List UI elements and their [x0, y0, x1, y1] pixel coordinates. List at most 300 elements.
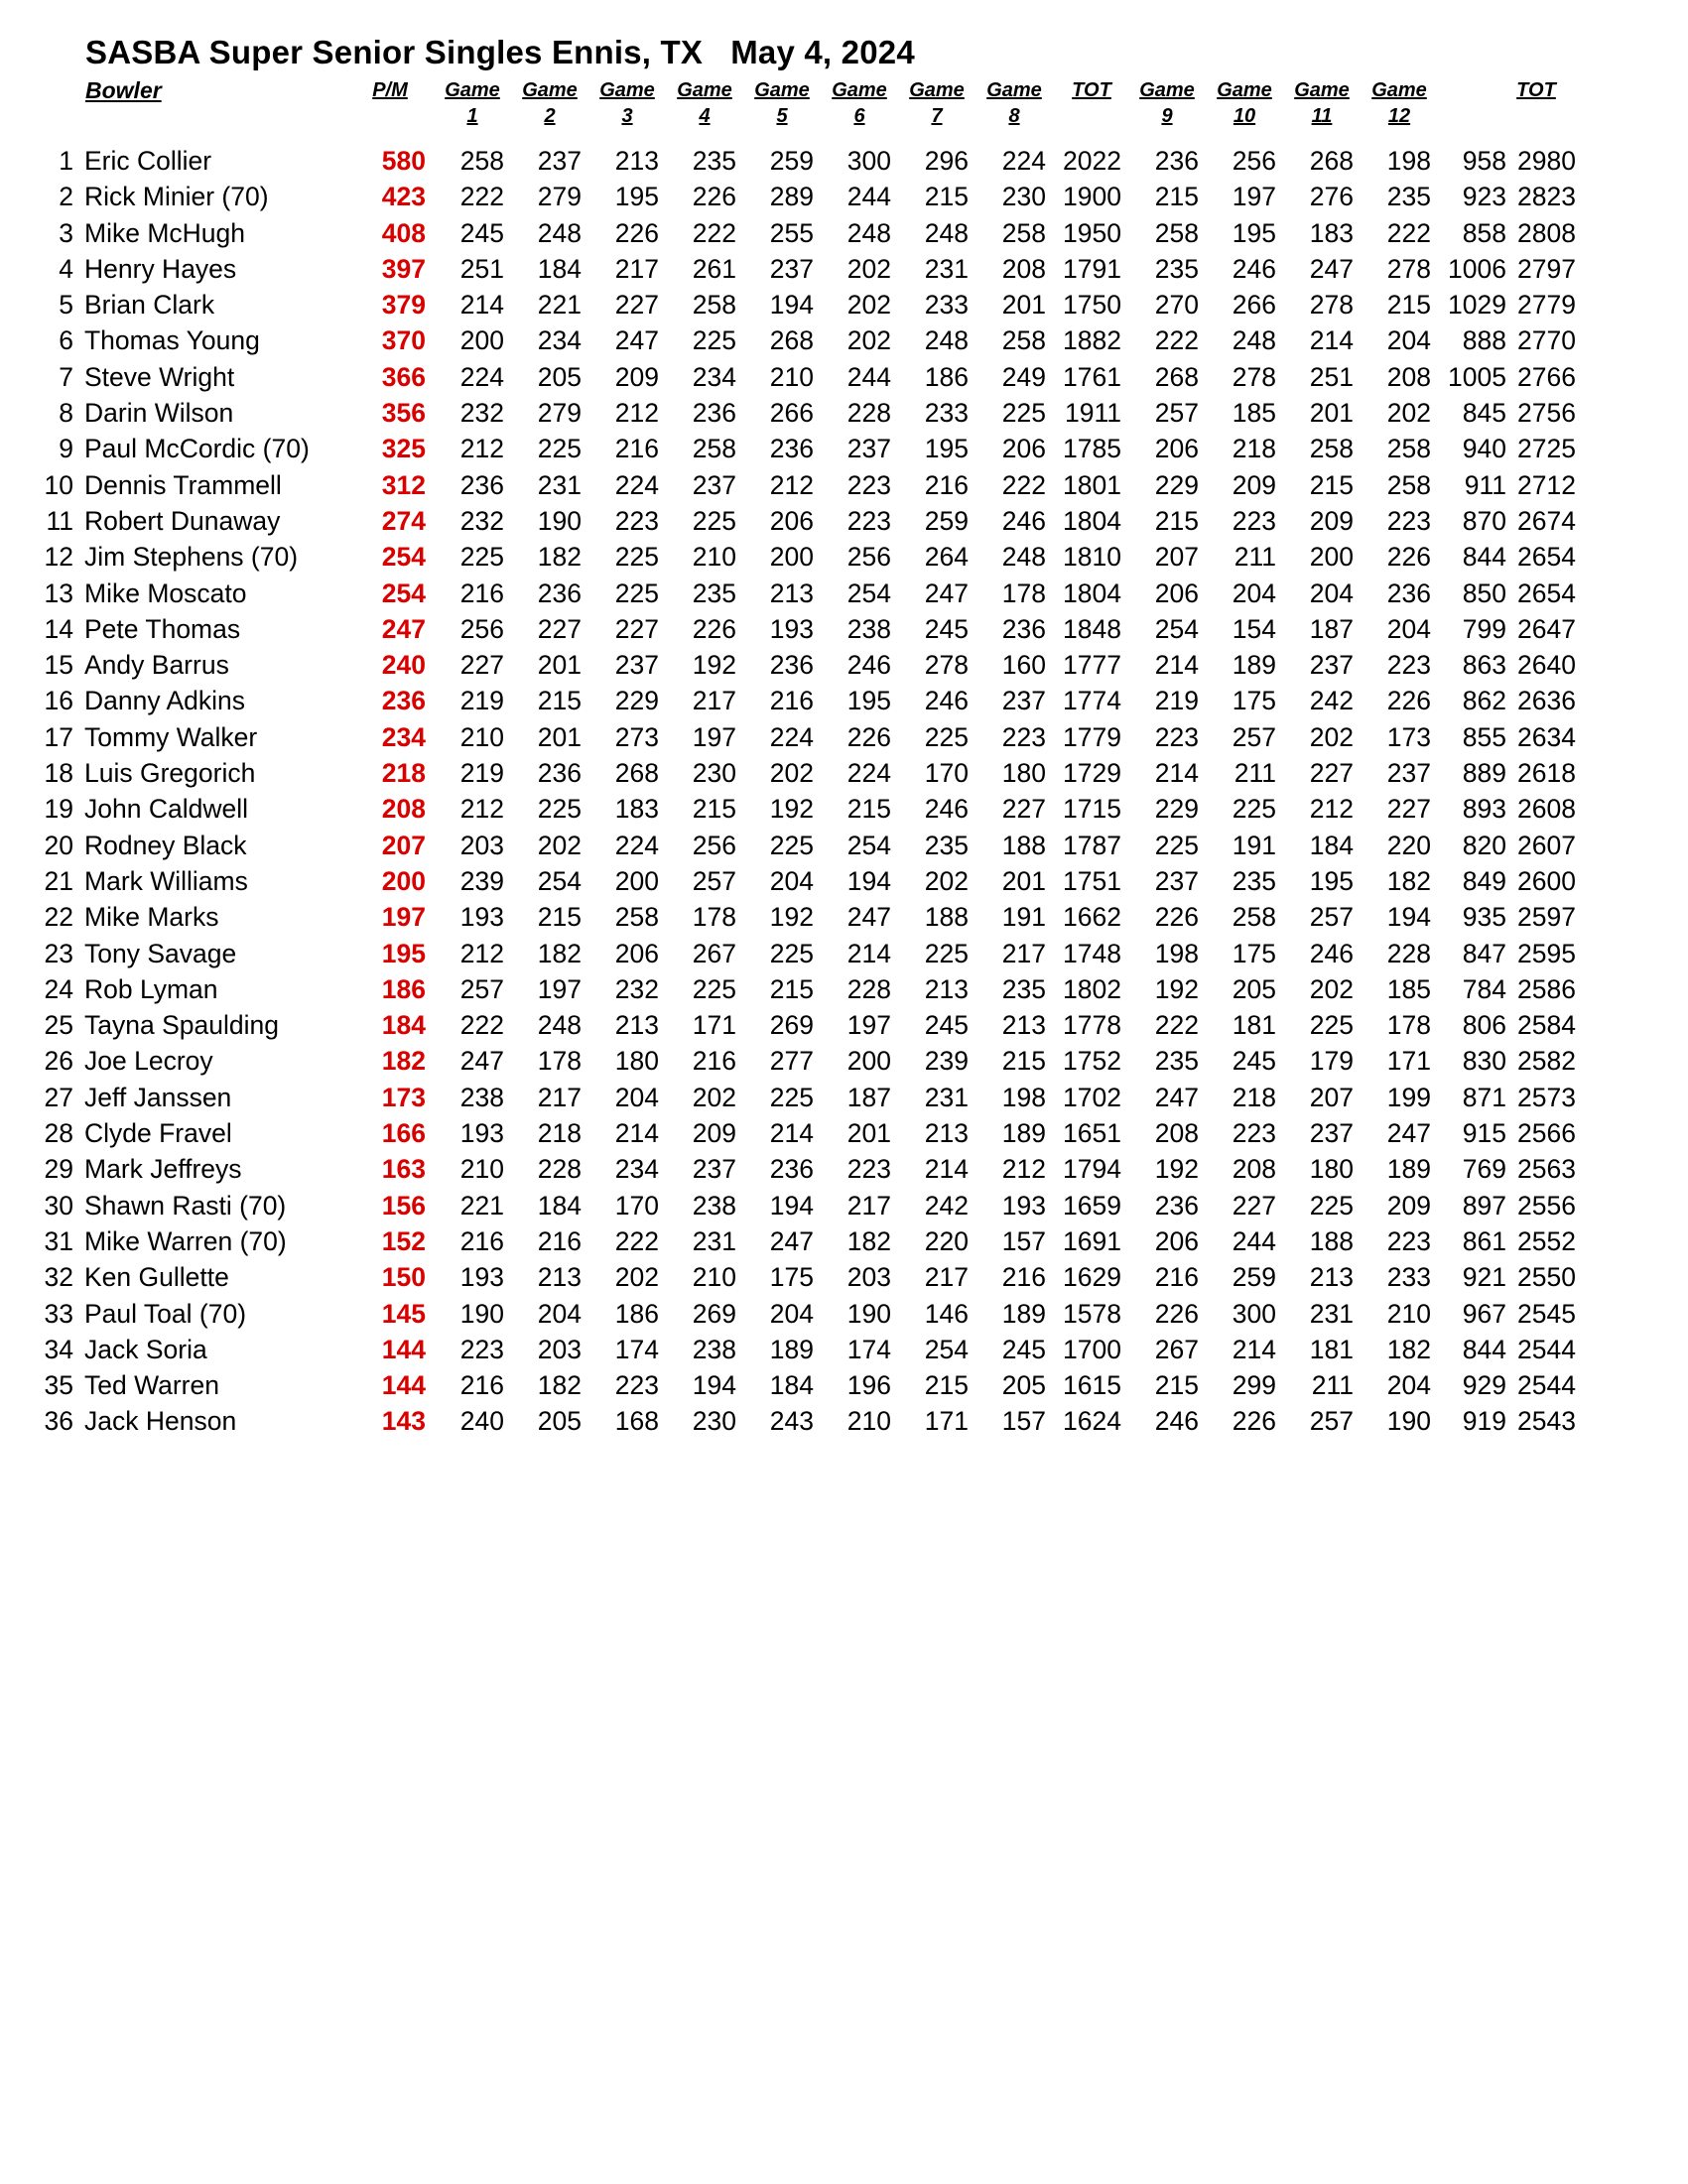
table-row [0, 1007, 1688, 1043]
game-10-score: 214 [1232, 1334, 1276, 1364]
game-8-score: 236 [1001, 613, 1046, 644]
game-4-score: 235 [692, 578, 736, 608]
header-game-2-number: 2 [544, 105, 556, 127]
header-game-2-label: Game [522, 79, 578, 101]
pm-cell: 254 [381, 542, 426, 573]
game-11-score: 180 [1309, 1154, 1354, 1185]
game-10-score: 266 [1232, 290, 1276, 321]
game-8-score: 189 [1001, 1118, 1046, 1149]
game-8-score: 193 [1001, 1190, 1046, 1220]
game-8-score: 201 [1001, 290, 1046, 321]
game-10-score: 246 [1232, 253, 1276, 284]
game-4-score: 217 [692, 686, 736, 716]
tot-4-games: 855 [1462, 721, 1506, 752]
bowler-name: Danny Adkins [84, 686, 246, 716]
tot-8-games: 1624 [1063, 1406, 1121, 1437]
game-3-score: 214 [614, 1118, 659, 1149]
game-4-score: 226 [692, 182, 736, 212]
game-4-score: 197 [692, 721, 736, 752]
pm-cell: 254 [381, 578, 426, 608]
game-8-score: 189 [1001, 1298, 1046, 1329]
game-1-score: 245 [459, 217, 504, 248]
game-10-score: 245 [1232, 1046, 1276, 1077]
game-6-score: 228 [846, 398, 891, 429]
game-10-score: 185 [1232, 398, 1276, 429]
table-row [0, 359, 1688, 395]
rank-cell: 3 [59, 217, 73, 248]
header-game-5-number: 5 [776, 105, 788, 127]
game-10-score: 226 [1232, 1406, 1276, 1437]
tot-8-games: 1777 [1063, 650, 1121, 681]
header-game-6-number: 6 [853, 105, 865, 127]
rank-cell: 32 [44, 1262, 73, 1293]
game-5-score: 243 [769, 1406, 814, 1437]
game-12-score: 247 [1386, 1118, 1431, 1149]
table-row [0, 863, 1688, 899]
game-5-score: 225 [769, 938, 814, 968]
game-5-score: 225 [769, 830, 814, 860]
game-4-score: 178 [692, 902, 736, 933]
game-7-score: 233 [924, 398, 969, 429]
game-9-score: 235 [1154, 253, 1199, 284]
game-12-score: 236 [1386, 578, 1431, 608]
game-1-score: 193 [459, 1118, 504, 1149]
game-2-score: 190 [537, 505, 582, 536]
tot-8-games: 1900 [1063, 182, 1121, 212]
game-12-score: 210 [1386, 1298, 1431, 1329]
game-12-score: 227 [1386, 794, 1431, 825]
game-12-score: 185 [1386, 973, 1431, 1004]
game-11-score: 237 [1309, 1118, 1354, 1149]
game-1-score: 247 [459, 1046, 504, 1077]
grand-total: 2566 [1517, 1118, 1576, 1149]
grand-total: 2607 [1517, 830, 1576, 860]
game-4-score: 216 [692, 1046, 736, 1077]
game-5-score: 259 [769, 146, 814, 176]
game-10-score: 278 [1232, 361, 1276, 392]
game-6-score: 244 [846, 182, 891, 212]
pm-cell: 186 [381, 973, 426, 1004]
rank-cell: 29 [44, 1154, 73, 1185]
bowler-name: Ken Gullette [84, 1262, 229, 1293]
game-10-score: 256 [1232, 146, 1276, 176]
tot-4-games: 923 [1462, 182, 1506, 212]
rank-cell: 31 [44, 1225, 73, 1256]
game-7-score: 225 [924, 938, 969, 968]
game-2-score: 205 [537, 1406, 582, 1437]
pm-cell: 236 [381, 686, 426, 716]
tot-4-games: 820 [1462, 830, 1506, 860]
rank-cell: 13 [44, 578, 73, 608]
game-10-score: 181 [1232, 1010, 1276, 1041]
game-4-score: 194 [692, 1370, 736, 1401]
header-game-3 [587, 77, 667, 129]
game-7-score: 245 [924, 613, 969, 644]
game-10-score: 208 [1232, 1154, 1276, 1185]
game-7-score: 146 [924, 1298, 969, 1329]
game-7-score: 247 [924, 578, 969, 608]
pm-cell: 197 [381, 902, 426, 933]
game-3-score: 224 [614, 830, 659, 860]
game-5-score: 237 [769, 253, 814, 284]
game-7-score: 278 [924, 650, 969, 681]
game-5-score: 184 [769, 1370, 814, 1401]
game-7-score: 239 [924, 1046, 969, 1077]
header-game-3-label: Game [599, 79, 655, 101]
rank-cell: 8 [59, 398, 73, 429]
game-2-score: 225 [537, 794, 582, 825]
tot-4-games: 919 [1462, 1406, 1506, 1437]
table-row [0, 1151, 1688, 1187]
game-6-score: 223 [846, 1154, 891, 1185]
game-1-score: 232 [459, 398, 504, 429]
tot-4-games: 915 [1462, 1118, 1506, 1149]
game-12-score: 215 [1386, 290, 1431, 321]
game-2-score: 213 [537, 1262, 582, 1293]
header-game-1-number: 1 [466, 105, 478, 127]
header-game-10-label: Game [1217, 79, 1272, 101]
game-10-score: 218 [1232, 434, 1276, 464]
grand-total: 2770 [1517, 325, 1576, 356]
tot-4-games: 861 [1462, 1225, 1506, 1256]
table-row [0, 971, 1688, 1007]
game-1-score: 221 [459, 1190, 504, 1220]
game-7-score: 235 [924, 830, 969, 860]
game-9-score: 254 [1154, 613, 1199, 644]
game-6-score: 238 [846, 613, 891, 644]
tot-8-games: 1787 [1063, 830, 1121, 860]
header-game-9-number: 9 [1161, 105, 1173, 127]
grand-total: 2543 [1517, 1406, 1576, 1437]
game-10-score: 259 [1232, 1262, 1276, 1293]
game-8-score: 246 [1001, 505, 1046, 536]
game-5-score: 236 [769, 434, 814, 464]
game-1-score: 190 [459, 1298, 504, 1329]
rank-cell: 36 [44, 1406, 73, 1437]
tot-4-games: 845 [1462, 398, 1506, 429]
table-row [0, 791, 1688, 827]
grand-total: 2618 [1517, 758, 1576, 789]
bowler-name: Pete Thomas [84, 613, 241, 644]
game-10-score: 195 [1232, 217, 1276, 248]
bowler-name: Mike Warren (70) [84, 1225, 287, 1256]
header-game-5 [742, 77, 822, 129]
header-game-6 [820, 77, 899, 129]
pm-cell: 208 [381, 794, 426, 825]
game-9-score: 237 [1154, 865, 1199, 896]
game-5-score: 204 [769, 865, 814, 896]
game-11-score: 247 [1309, 253, 1354, 284]
game-1-score: 219 [459, 758, 504, 789]
grand-total: 2550 [1517, 1262, 1576, 1293]
game-5-score: 175 [769, 1262, 814, 1293]
table-row [0, 1188, 1688, 1223]
bowler-name: Rodney Black [84, 830, 247, 860]
pm-cell: 580 [381, 146, 426, 176]
tot-4-games: 935 [1462, 902, 1506, 933]
game-9-score: 206 [1154, 434, 1199, 464]
tot-4-games: 1005 [1448, 361, 1506, 392]
game-10-score: 191 [1232, 830, 1276, 860]
game-7-score: 215 [924, 1370, 969, 1401]
game-6-score: 203 [846, 1262, 891, 1293]
game-7-score: 188 [924, 902, 969, 933]
game-11-score: 258 [1309, 434, 1354, 464]
game-7-score: 254 [924, 1334, 969, 1364]
game-10-score: 175 [1232, 938, 1276, 968]
game-1-score: 251 [459, 253, 504, 284]
table-row [0, 719, 1688, 755]
tot-4-games: 806 [1462, 1010, 1506, 1041]
header-game-12 [1360, 77, 1439, 129]
game-8-score: 258 [1001, 325, 1046, 356]
tot-8-games: 1691 [1063, 1225, 1121, 1256]
rank-cell: 19 [44, 794, 73, 825]
game-8-score: 160 [1001, 650, 1046, 681]
game-5-score: 194 [769, 1190, 814, 1220]
game-7-score: 217 [924, 1262, 969, 1293]
grand-total: 2980 [1517, 146, 1576, 176]
game-7-score: 233 [924, 290, 969, 321]
page-title: SASBA Super Senior Singles Ennis, TX May 4, 2024 [85, 34, 915, 70]
game-3-score: 222 [614, 1225, 659, 1256]
game-9-score: 257 [1154, 398, 1199, 429]
game-1-score: 223 [459, 1334, 504, 1364]
game-6-score: 223 [846, 505, 891, 536]
game-6-score: 223 [846, 469, 891, 500]
game-12-score: 223 [1386, 1225, 1431, 1256]
game-7-score: 248 [924, 217, 969, 248]
game-7-score: 186 [924, 361, 969, 392]
game-2-score: 182 [537, 1370, 582, 1401]
table-row [0, 287, 1688, 322]
header-pm [350, 77, 430, 103]
pm-cell: 182 [381, 1046, 426, 1077]
game-8-score: 188 [1001, 830, 1046, 860]
game-6-score: 226 [846, 721, 891, 752]
game-12-score: 204 [1386, 325, 1431, 356]
game-2-score: 248 [537, 1010, 582, 1041]
tot-4-games: 967 [1462, 1298, 1506, 1329]
game-8-score: 258 [1001, 217, 1046, 248]
tot-8-games: 1751 [1063, 865, 1121, 896]
game-3-score: 206 [614, 938, 659, 968]
grand-total: 2600 [1517, 865, 1576, 896]
game-7-score: 202 [924, 865, 969, 896]
bowler-name: Luis Gregorich [84, 758, 256, 789]
pm-cell: 200 [381, 865, 426, 896]
game-8-score: 223 [1001, 721, 1046, 752]
tot-4-games: 799 [1462, 613, 1506, 644]
table-row [0, 576, 1688, 611]
grand-total: 2544 [1517, 1334, 1576, 1364]
game-9-score: 229 [1154, 794, 1199, 825]
grand-total: 2808 [1517, 217, 1576, 248]
grand-total: 2725 [1517, 434, 1576, 464]
bowler-name: Jeff Janssen [84, 1082, 232, 1112]
game-10-score: 211 [1234, 758, 1276, 789]
tot-4-games: 940 [1462, 434, 1506, 464]
game-5-score: 202 [769, 758, 814, 789]
tot-4-games: 1029 [1448, 290, 1506, 321]
pm-cell: 240 [381, 650, 426, 681]
game-4-score: 238 [692, 1190, 736, 1220]
tot-8-games: 1801 [1063, 469, 1121, 500]
tot-4-games: 844 [1462, 1334, 1506, 1364]
tot-4-games: 850 [1462, 578, 1506, 608]
game-10-score: 299 [1232, 1370, 1276, 1401]
tot-8-games: 1848 [1063, 613, 1121, 644]
game-6-score: 247 [846, 902, 891, 933]
pm-cell: 274 [381, 505, 426, 536]
bowler-name: Mike Marks [84, 902, 219, 933]
game-5-score: 210 [769, 361, 814, 392]
game-8-score: 178 [1001, 578, 1046, 608]
header-tot-1 [1052, 77, 1131, 103]
header-game-7-number: 7 [931, 105, 943, 127]
game-12-score: 199 [1386, 1082, 1431, 1112]
game-5-score: 215 [769, 973, 814, 1004]
game-4-score: 225 [692, 505, 736, 536]
game-1-score: 239 [459, 865, 504, 896]
header-game-12-number: 12 [1387, 105, 1411, 127]
game-8-score: 235 [1001, 973, 1046, 1004]
game-3-score: 225 [614, 542, 659, 573]
grand-total: 2636 [1517, 686, 1576, 716]
game-1-score: 236 [459, 469, 504, 500]
game-7-score: 264 [924, 542, 969, 573]
game-1-score: 193 [459, 902, 504, 933]
game-12-score: 223 [1386, 505, 1431, 536]
game-9-score: 223 [1154, 721, 1199, 752]
game-12-score: 237 [1386, 758, 1431, 789]
table-row [0, 467, 1688, 503]
game-12-score: 182 [1386, 1334, 1431, 1364]
pm-cell: 152 [381, 1225, 426, 1256]
game-1-score: 238 [459, 1082, 504, 1112]
game-8-score: 198 [1001, 1082, 1046, 1112]
game-11-score: 231 [1309, 1298, 1354, 1329]
game-2-score: 197 [537, 973, 582, 1004]
game-12-score: 202 [1386, 398, 1431, 429]
game-8-score: 157 [1001, 1225, 1046, 1256]
game-8-score: 216 [1001, 1262, 1046, 1293]
bowler-name: Steve Wright [84, 361, 235, 392]
game-6-score: 217 [846, 1190, 891, 1220]
bowler-name: Paul McCordic (70) [84, 434, 310, 464]
pm-cell: 325 [381, 434, 426, 464]
rank-cell: 34 [44, 1334, 73, 1364]
game-2-score: 218 [537, 1118, 582, 1149]
header-game-2 [510, 77, 589, 129]
table-row [0, 431, 1688, 466]
game-9-score: 215 [1154, 505, 1199, 536]
game-9-score: 214 [1154, 650, 1199, 681]
grand-total: 2654 [1517, 542, 1576, 573]
pm-cell: 156 [381, 1190, 426, 1220]
bowler-name: Tommy Walker [84, 721, 258, 752]
bowler-name: Henry Hayes [84, 253, 237, 284]
game-4-score: 202 [692, 1082, 736, 1112]
pm-cell: 312 [381, 469, 426, 500]
game-11-score: 257 [1309, 902, 1354, 933]
game-4-score: 230 [692, 758, 736, 789]
game-2-score: 201 [537, 721, 582, 752]
header-game-12-label: Game [1371, 79, 1427, 101]
tot-8-games: 1729 [1063, 758, 1121, 789]
game-9-score: 235 [1154, 1046, 1199, 1077]
bowler-name: Mark Williams [84, 865, 248, 896]
header-game-10 [1205, 77, 1284, 129]
game-4-score: 222 [692, 217, 736, 248]
game-6-score: 202 [846, 253, 891, 284]
grand-total: 2654 [1517, 578, 1576, 608]
pm-cell: 234 [381, 721, 426, 752]
table-row [0, 828, 1688, 863]
bowler-name: Rick Minier (70) [84, 182, 269, 212]
game-9-score: 214 [1154, 758, 1199, 789]
game-9-score: 222 [1154, 325, 1199, 356]
pm-cell: 145 [381, 1298, 426, 1329]
game-4-score: 215 [692, 794, 736, 825]
game-11-score: 276 [1309, 182, 1354, 212]
game-2-score: 248 [537, 217, 582, 248]
tot-8-games: 1804 [1063, 505, 1121, 536]
tot-8-games: 1774 [1063, 686, 1121, 716]
game-7-score: 242 [924, 1190, 969, 1220]
game-3-score: 170 [614, 1190, 659, 1220]
game-12-score: 222 [1386, 217, 1431, 248]
game-3-score: 226 [614, 217, 659, 248]
table-row [0, 539, 1688, 575]
tot-4-games: 863 [1462, 650, 1506, 681]
header-game-4 [665, 77, 744, 129]
game-1-score: 257 [459, 973, 504, 1004]
rank-cell: 33 [44, 1298, 73, 1329]
game-11-score: 225 [1309, 1190, 1354, 1220]
game-12-score: 228 [1386, 938, 1431, 968]
game-11-score: 246 [1309, 938, 1354, 968]
game-1-score: 216 [459, 578, 504, 608]
game-12-score: 173 [1386, 721, 1431, 752]
game-2-score: 215 [537, 902, 582, 933]
game-2-score: 228 [537, 1154, 582, 1185]
game-7-score: 246 [924, 686, 969, 716]
game-4-score: 261 [692, 253, 736, 284]
header-game-1-label: Game [445, 79, 500, 101]
game-9-score: 267 [1154, 1334, 1199, 1364]
game-8-score: 245 [1001, 1334, 1046, 1364]
rank-cell: 18 [44, 758, 73, 789]
game-12-score: 235 [1386, 182, 1431, 212]
game-5-score: 189 [769, 1334, 814, 1364]
table-row [0, 1332, 1688, 1367]
game-2-score: 184 [537, 1190, 582, 1220]
rank-cell: 24 [44, 973, 73, 1004]
game-8-score: 157 [1001, 1406, 1046, 1437]
game-11-score: 188 [1309, 1225, 1354, 1256]
game-3-score: 209 [614, 361, 659, 392]
game-4-score: 171 [692, 1010, 736, 1041]
game-5-score: 255 [769, 217, 814, 248]
pm-cell: 144 [381, 1334, 426, 1364]
rank-cell: 17 [44, 721, 73, 752]
tot-4-games: 871 [1462, 1082, 1506, 1112]
game-2-score: 184 [537, 253, 582, 284]
header-tot-2-label: TOT [1516, 79, 1556, 101]
game-10-score: 235 [1232, 865, 1276, 896]
game-9-score: 236 [1154, 146, 1199, 176]
